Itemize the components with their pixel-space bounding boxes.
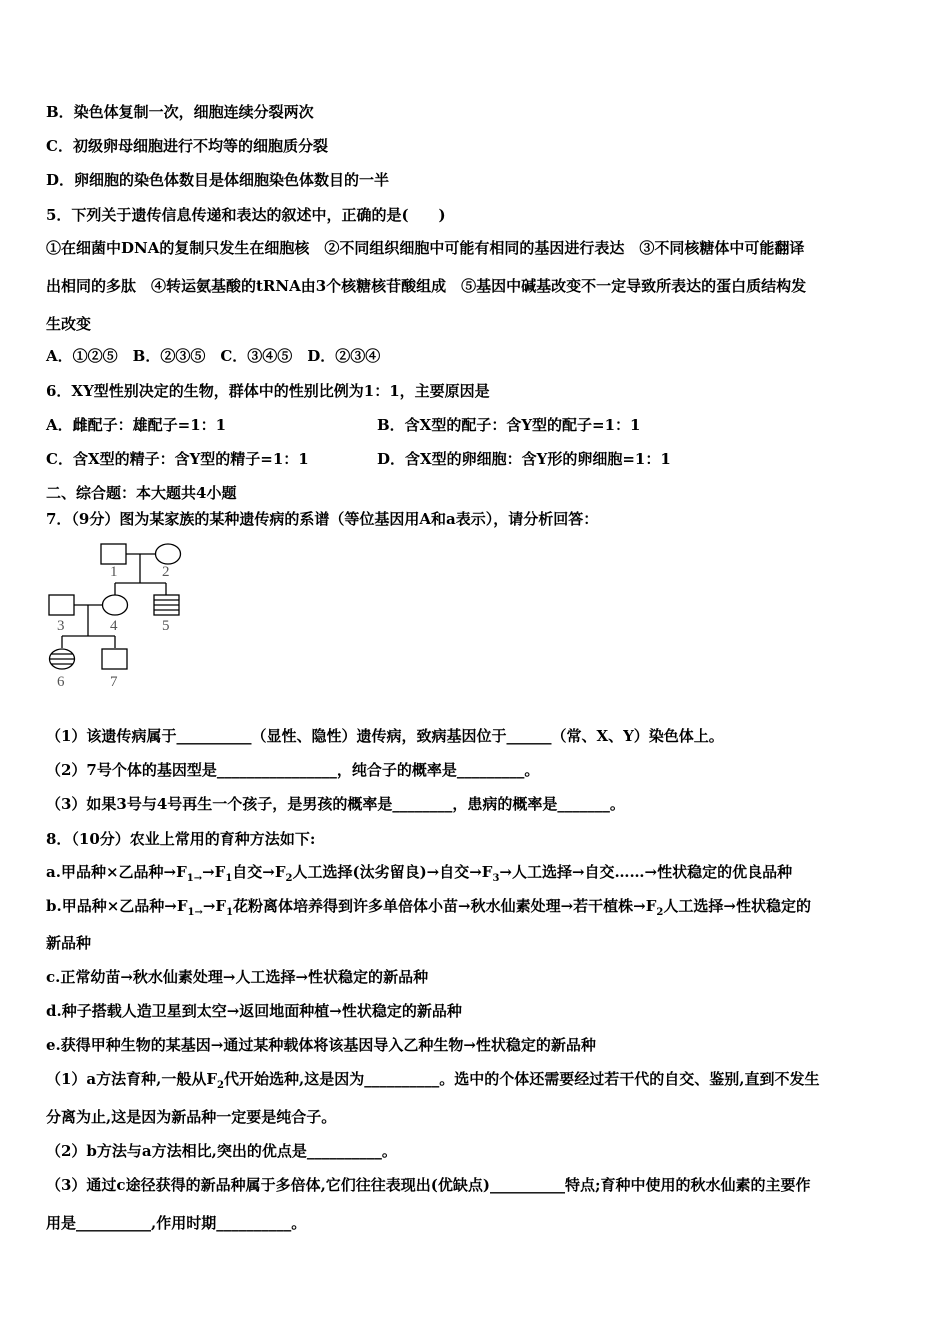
question-8-part-3-cont: 用是__________,作用时期__________。 [46, 1214, 307, 1232]
pedigree-label-7: 7 [110, 674, 118, 690]
pedigree-male-7 [102, 649, 127, 669]
question-7-part-1: （1）该遗传病属于__________（显性、隐性）遗传病，致病基因位于______（常、X、Y）染色体上。 [46, 727, 724, 745]
pedigree-male-3 [49, 595, 74, 615]
pedigree-label-3: 3 [57, 618, 65, 634]
pedigree-male-1 [101, 544, 126, 564]
question-6-option-a: A．雌配子：雄配子=1：1 [46, 416, 227, 434]
question-6-option-b: B．含X型的配子：含Y型的配子=1：1 [377, 416, 641, 434]
question-8: 8．（10分）农业上常用的育种方法如下: [46, 830, 316, 848]
option-b: B．染色体复制一次，细胞连续分裂两次 [46, 103, 314, 121]
option-c: C．初级卵母细胞进行不均等的细胞质分裂 [46, 137, 328, 155]
question-5-statements-line3: 生改变 [46, 315, 92, 333]
question-8-part-1: （1）a方法育种,一般从$F_2$代开始选种,这是因为__________。选中的个体还需要经过若干代的自交、鉴别,直到不发生 [46, 1070, 820, 1091]
pedigree-label-6: 6 [57, 674, 65, 690]
question-5-options: A．①②⑤ B．②③⑤ C．③④⑤ D．②③④ [46, 347, 381, 365]
pedigree-label-2: 2 [162, 564, 170, 580]
pedigree-chart [40, 538, 200, 693]
question-8-method-a: a.甲品种×乙品种$\to F_{1\to}\to F_1$自交$\to F_2$人工选择(汰劣留良)→自交$\to F_3\to$人工选择→自交……→性状稳定的优良品种 [46, 863, 793, 884]
section-2-heading: 二、综合题：本大题共4小题 [46, 484, 237, 502]
option-d: D．卵细胞的染色体数目是体细胞染色体数目的一半 [46, 171, 390, 189]
question-8-method-b: b.甲品种×乙品种$\to F_{1\to}\to F_1$花粉离体培养得到许多单倍体小苗→秋水仙素处理→若干植株$\to F_2$人工选择→性状稳定的 [46, 897, 811, 918]
question-6-option-d: D．含X型的卵细胞：含Y形的卵细胞=1：1 [377, 450, 671, 468]
pedigree-female-4 [103, 595, 128, 615]
question-8-method-e: e.获得甲种生物的某基因→通过某种载体将该基因导入乙种生物→性状稳定的新品种 [46, 1036, 596, 1054]
question-8-part-1-cont: 分离为止,这是因为新品种一定要是纯合子。 [46, 1108, 337, 1126]
question-6: 6．XY型性别决定的生物，群体中的性别比例为1：1，主要原因是 [46, 382, 490, 400]
question-8-method-b-cont: 新品种 [46, 934, 92, 952]
question-8-part-2: （2）b方法与a方法相比,突出的优点是__________。 [46, 1142, 397, 1160]
question-7-part-2: （2）7号个体的基因型是________________，纯合子的概率是_________。 [46, 761, 540, 779]
question-5-statements-line1: ①在细菌中DNA的复制只发生在细胞核 ②不同组织细胞中可能有相同的基因进行表达 ③不同核糖体中可能翻译 [46, 239, 805, 257]
question-7-part-3: （3）如果3号与4号再生一个孩子，是男孩的概率是________，患病的概率是_______。 [46, 795, 625, 813]
pedigree-label-5: 5 [162, 618, 170, 634]
question-5: 5．下列关于遗传信息传递和表达的叙述中，正确的是( ) [46, 206, 446, 224]
question-8-method-d: d.种子搭载人造卫星到太空→返回地面种植→性状稳定的新品种 [46, 1002, 462, 1020]
pedigree-female-2 [156, 544, 181, 564]
question-8-method-c: c.正常幼苗→秋水仙素处理→人工选择→性状稳定的新品种 [46, 968, 429, 986]
question-8-part-3: （3）通过c途径获得的新品种属于多倍体,它们往往表现出(优缺点)__________特点;育种中使用的秋水仙素的主要作 [46, 1176, 811, 1194]
question-7: 7．（9分）图为某家族的某种遗传病的系谱（等位基因用A和a表示），请分析回答： [46, 510, 599, 528]
question-6-option-c: C．含X型的精子：含Y型的精子=1：1 [46, 450, 309, 468]
question-5-statements-line2: 出相同的多肽 ④转运氨基酸的tRNA由3个核糖核苷酸组成 ⑤基因中碱基改变不一定导致所表达的蛋白质结构发 [46, 277, 807, 295]
pedigree-label-4: 4 [110, 618, 118, 634]
pedigree-label-1: 1 [110, 564, 118, 580]
